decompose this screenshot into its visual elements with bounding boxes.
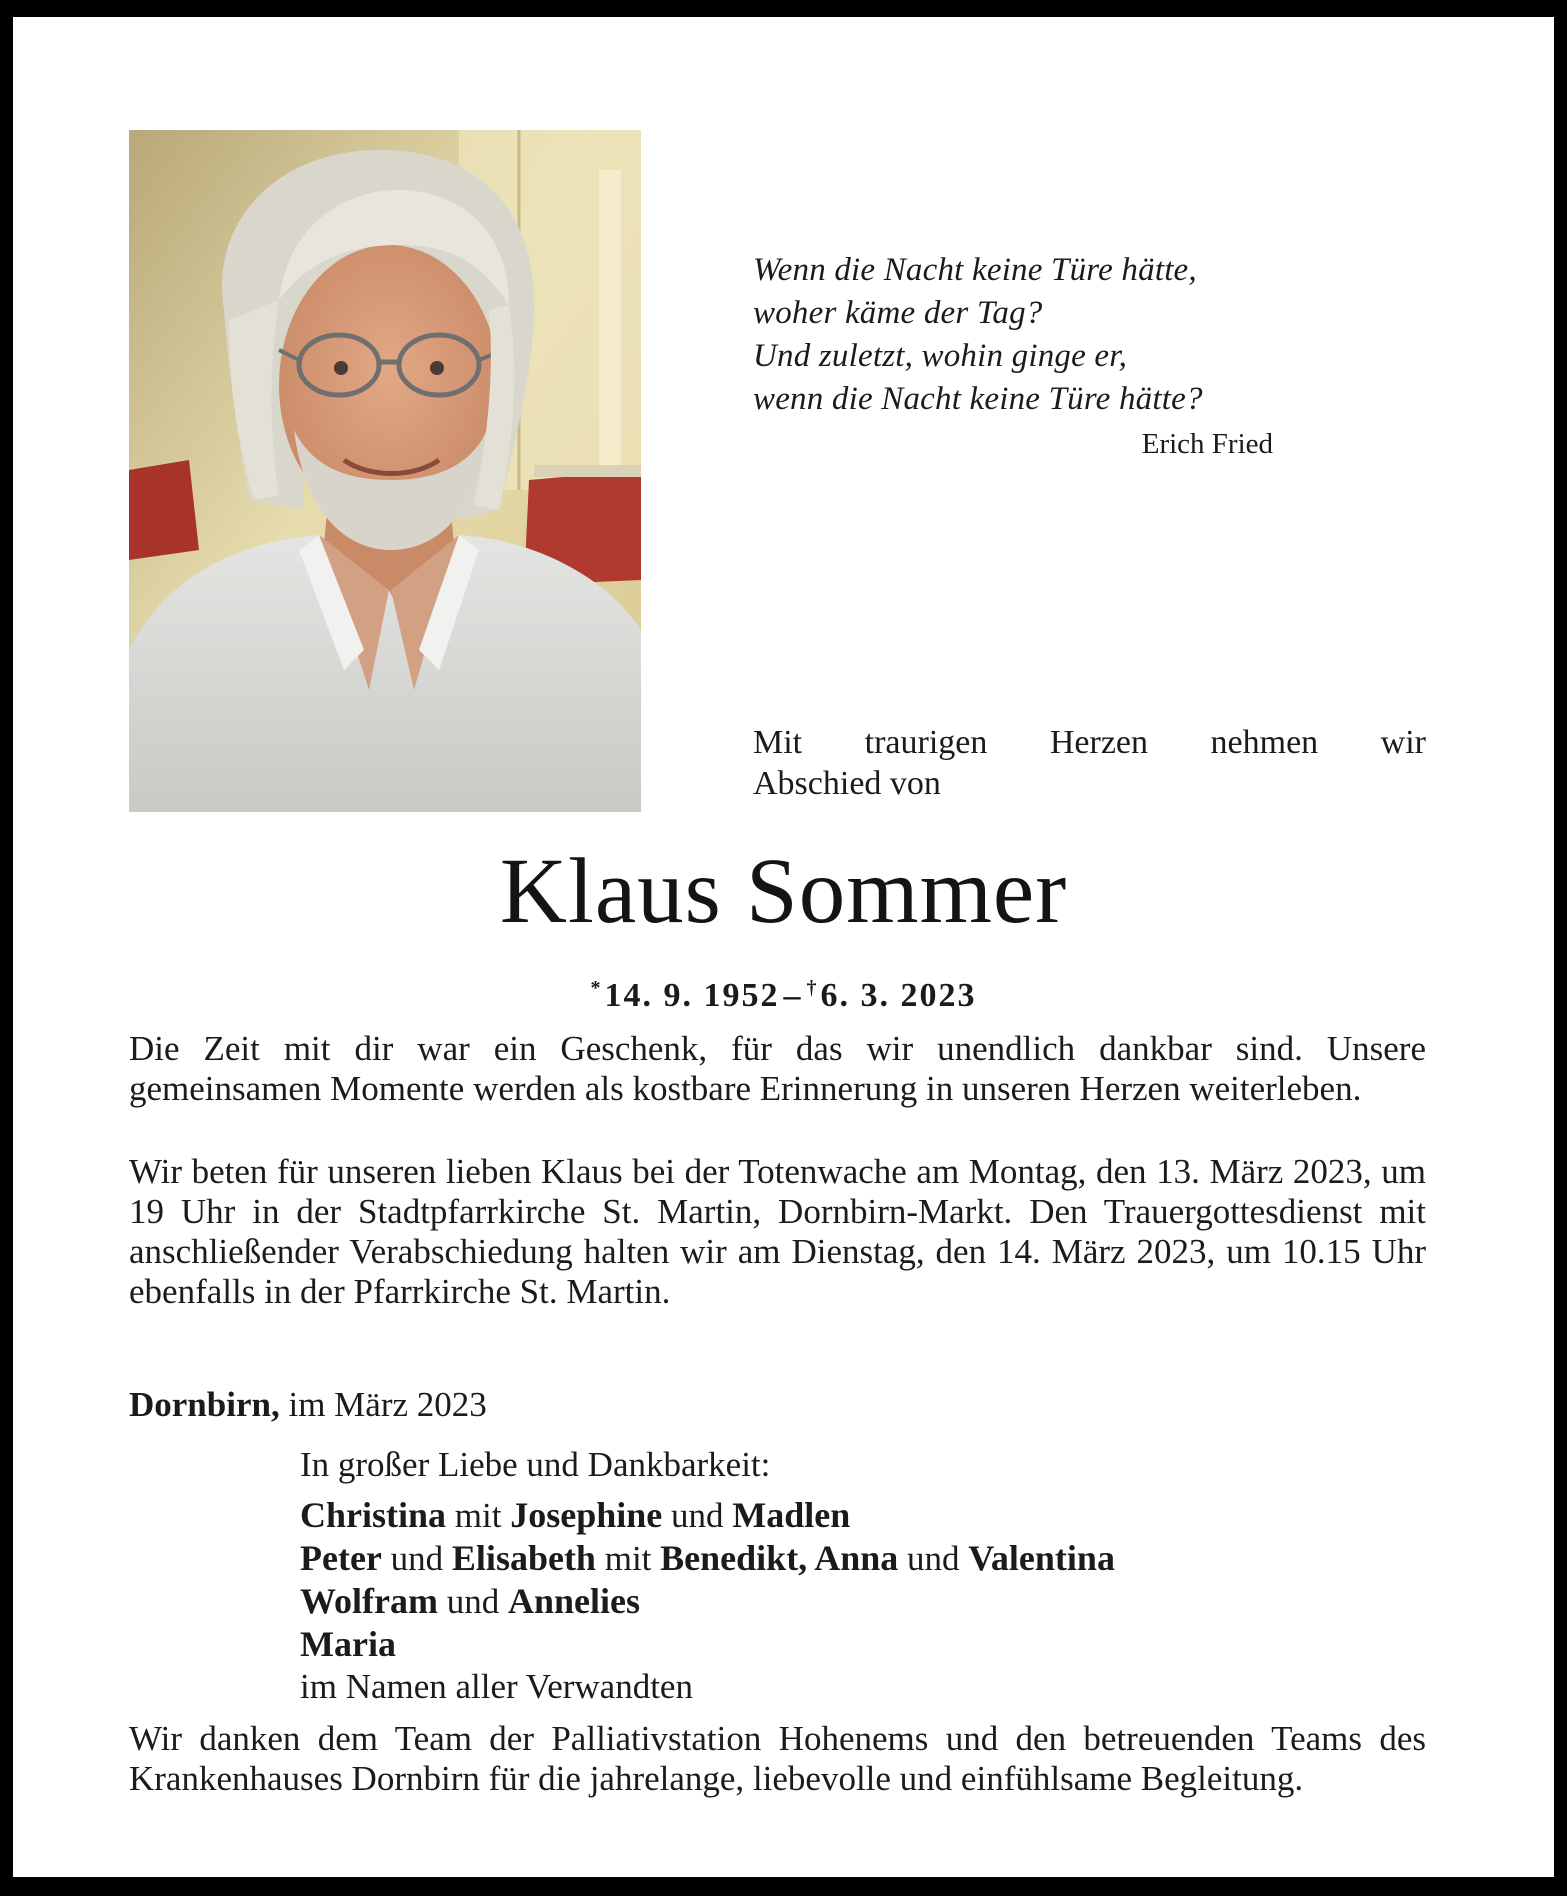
poem-line: Wenn die Nacht keine Türe hätte, [753, 252, 1197, 288]
date-dash: – [783, 977, 803, 1014]
family-joiner: mit [604, 1539, 652, 1578]
death-date: 6. 3. 2023 [820, 977, 977, 1014]
family-name: Josephine [510, 1495, 663, 1535]
memorial-paragraph: Die Zeit mit dir war ein Geschenk, für das wir unendlich dankbar sind. Unsere gemeinsamen Momente werden als kostbare Erinnerung in unseren Herzen weiterleben. [129, 1029, 1426, 1108]
thanks-paragraph: Wir danken dem Team der Palliativstation Hohenems und den betreuenden Teams des Krankenhauses Dornbirn für die jahrelange, liebevolle und einfühlsame Begleitung. [129, 1719, 1426, 1798]
family-name: Christina [300, 1495, 447, 1535]
family-name: Madlen [732, 1495, 851, 1535]
service-paragraph: Wir beten für unseren lieben Klaus bei der Totenwache am Montag, den 13. März 2023, um 19 Uhr in der Stadtpfarrkirche St. Martin, Dornbirn-Markt. Den Trauergottesdienst mit anschließender Verabschiedung halten wir am Dienstag, den 14. März 2023, um 10.15 Uhr ebenfalls in der Pfarrkirche St. Martin. [129, 1152, 1426, 1311]
family-name: Valentina [968, 1538, 1115, 1578]
poem-line: woher käme der Tag? [753, 295, 1043, 331]
family-signature [300, 1444, 1300, 1708]
birth-symbol: * [590, 977, 603, 999]
family-joiner: und [906, 1539, 960, 1578]
family-line [300, 1494, 1300, 1537]
poem [753, 249, 1293, 421]
place-city: Dornbirn, [129, 1385, 280, 1424]
obituary-notice [13, 17, 1554, 1877]
place-date [129, 1385, 487, 1425]
family-closing: im Namen aller Verwandten [300, 1667, 693, 1706]
family-heading: In großer Liebe und Dankbarkeit: [300, 1445, 771, 1484]
family-line [300, 1623, 1300, 1666]
family-name: Benedikt, Anna [660, 1538, 899, 1578]
family-line [300, 1537, 1300, 1580]
family-name: Maria [300, 1624, 396, 1664]
death-symbol: † [806, 977, 819, 999]
family-name: Annelies [507, 1581, 640, 1621]
intro-line-2: Abschied von [753, 765, 941, 802]
family-joiner: und [390, 1539, 444, 1578]
poem-line: Und zuletzt, wohin ginge er, [753, 338, 1128, 374]
family-joiner: und [671, 1496, 724, 1535]
family-joiner: und [446, 1582, 500, 1621]
place-month: im März 2023 [288, 1385, 487, 1424]
family-joiner: mit [454, 1496, 502, 1535]
family-name: Wolfram [300, 1581, 438, 1621]
intro-text [753, 722, 1426, 804]
life-dates [13, 967, 1554, 1017]
portrait-photo [129, 130, 641, 812]
family-name: Peter [300, 1538, 382, 1578]
poem-line: wenn die Nacht keine Türe hätte? [753, 381, 1203, 417]
family-name: Elisabeth [451, 1538, 596, 1578]
deceased-name: Klaus Sommer [499, 840, 1068, 943]
birth-date: 14. 9. 1952 [604, 977, 780, 1014]
intro-line-1: Mit traurigen Herzen nehmen wir [753, 724, 1426, 761]
family-line [300, 1580, 1300, 1623]
poem-author: Erich Fried [1141, 428, 1273, 460]
